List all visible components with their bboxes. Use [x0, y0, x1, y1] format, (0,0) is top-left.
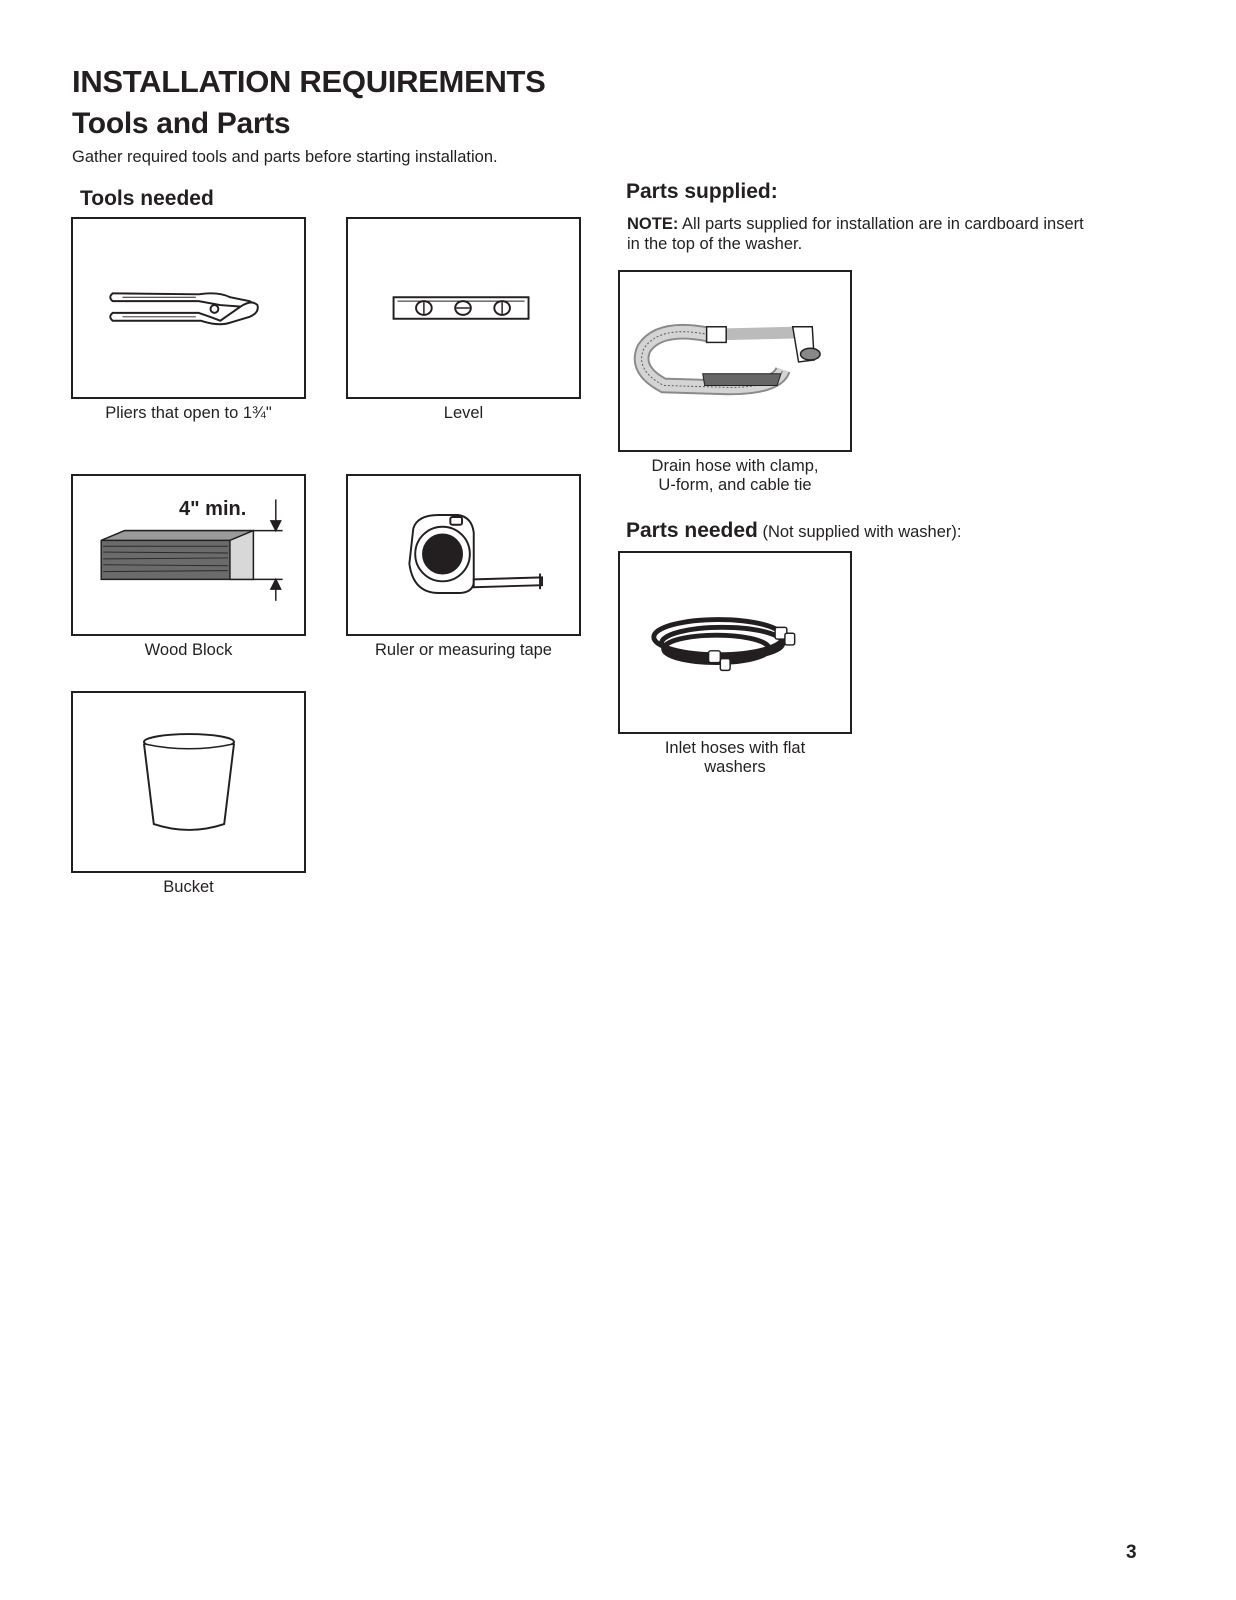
section-title: Tools and Parts — [72, 107, 291, 140]
wood-block-caption: Wood Block — [144, 641, 233, 659]
pliers-icon — [73, 219, 304, 397]
pliers-figure — [71, 217, 306, 399]
parts-supplied-note — [627, 214, 1097, 254]
inlet-hoses-caption-line1: Inlet hoses with flat — [664, 739, 806, 757]
inlet-hoses-icon — [620, 553, 850, 732]
level-caption: Level — [443, 404, 484, 422]
parts-needed-qualifier: (Not supplied with washer): — [757, 523, 962, 541]
measuring-tape-figure — [346, 474, 581, 636]
measuring-tape-icon — [348, 476, 579, 634]
bucket-caption: Bucket — [163, 878, 214, 896]
drain-hose-caption — [618, 457, 852, 495]
page-number: 3 — [1126, 1542, 1137, 1563]
inlet-hoses-caption-line2: washers — [704, 758, 766, 776]
note-text: All parts supplied for installation are in cardboard insert in the top of the washer. — [627, 215, 1084, 253]
page-title: INSTALLATION REQUIREMENTS — [72, 64, 546, 99]
note-label: NOTE: — [627, 215, 679, 233]
wood-block-dimension-label: 4" min. — [179, 498, 247, 520]
parts-needed-title: Parts needed — [626, 519, 758, 542]
measuring-tape-caption: Ruler or measuring tape — [374, 641, 552, 659]
parts-needed-heading — [626, 519, 961, 543]
intro-text: Gather required tools and parts before starting installation. — [72, 148, 498, 166]
wood-block-figure — [71, 474, 306, 636]
tools-needed-heading: Tools needed — [80, 187, 214, 210]
parts-supplied-heading: Parts supplied: — [626, 180, 778, 203]
inlet-hoses-caption — [618, 739, 852, 777]
drain-hose-caption-line1: Drain hose with clamp, — [651, 457, 819, 475]
drain-hose-caption-line2: U-form, and cable tie — [658, 476, 812, 494]
pliers-caption: Pliers that open to 1¾" — [105, 404, 272, 422]
drain-hose-figure — [618, 270, 852, 452]
inlet-hoses-figure — [618, 551, 852, 734]
level-figure — [346, 217, 581, 399]
bucket-figure — [71, 691, 306, 873]
bucket-icon — [73, 693, 304, 871]
level-icon — [348, 219, 579, 397]
drain-hose-icon — [620, 272, 850, 450]
